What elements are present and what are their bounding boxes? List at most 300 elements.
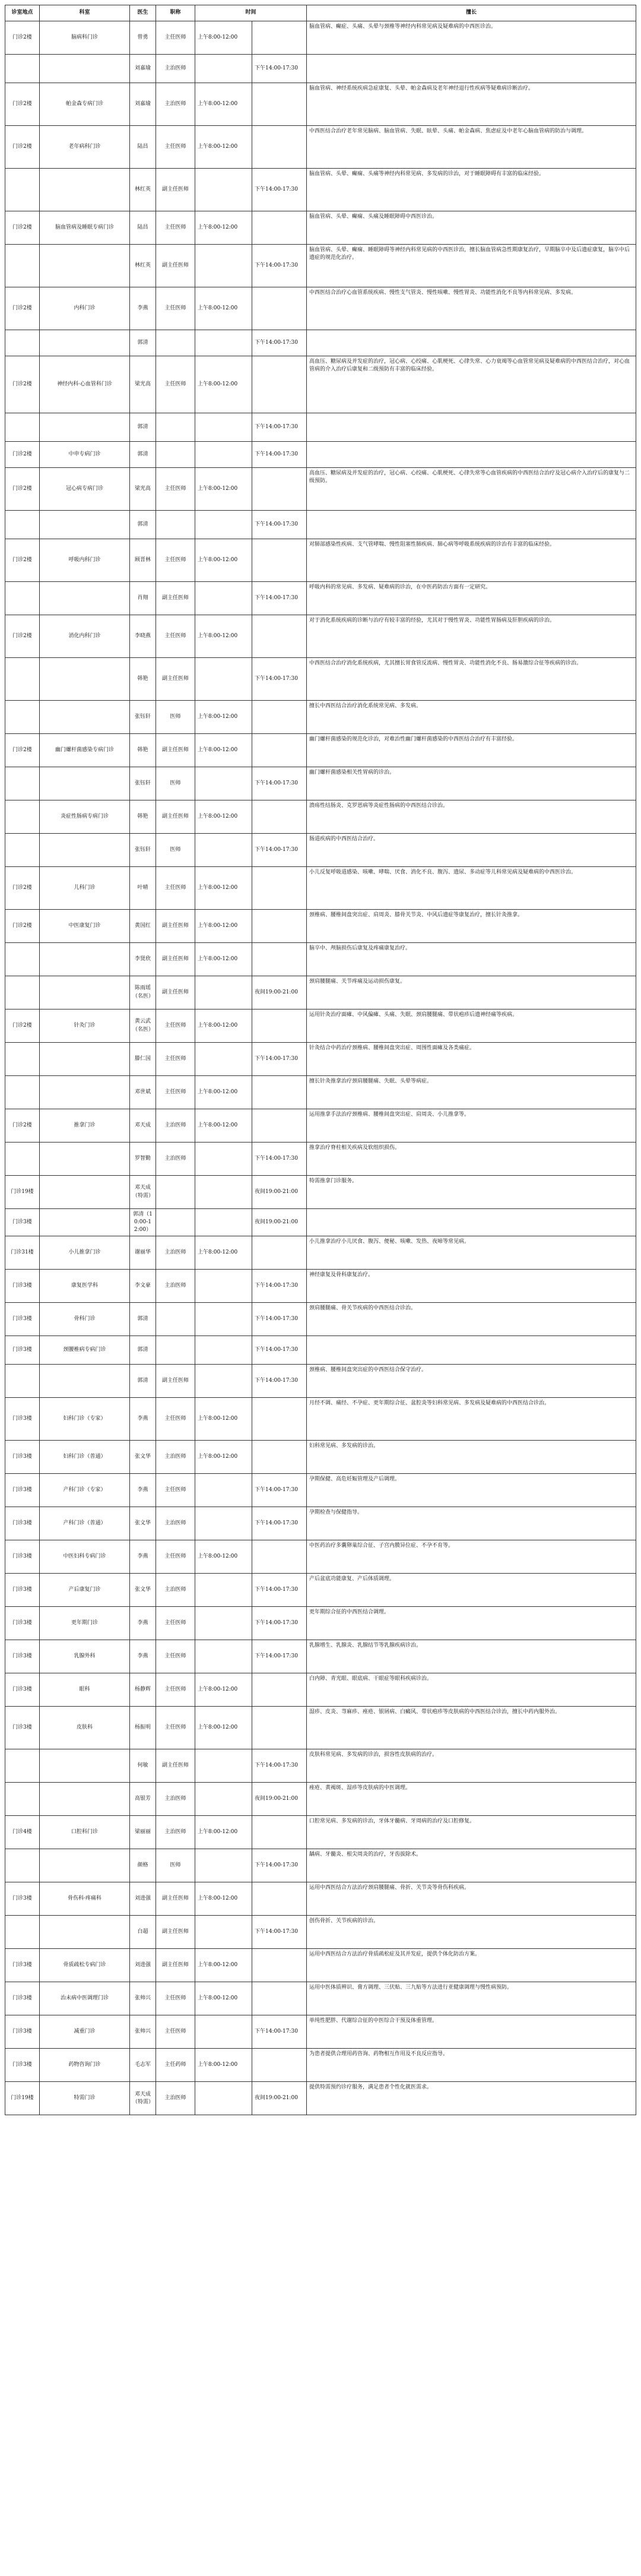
cell-doctor: 李燕 — [130, 287, 156, 330]
cell-morning-time: 上午8:00-12:00 — [195, 83, 252, 126]
cell-title: 医师 — [156, 701, 195, 734]
cell-afternoon-time: 夜间19:00-21:00 — [252, 2082, 307, 2115]
cell-doctor: 郭清（10:00-12:00） — [130, 1209, 156, 1236]
cell-department — [40, 1749, 130, 1783]
cell-specialty: 对肺部感染性疾病、支气管哮喘、慢性阻塞性肺疾病、肺心病等呼吸系统疾病的诊治有丰富的临床经验。 — [307, 539, 636, 582]
table-row — [5, 910, 636, 943]
cell-morning-time: 上午8:00-12:00 — [195, 943, 252, 976]
cell-title: 医师 — [156, 767, 195, 800]
table-row — [5, 701, 636, 734]
cell-morning-time: 上午8:00-12:00 — [195, 1816, 252, 1849]
cell-specialty — [307, 1209, 636, 1236]
cell-morning-time: 上午8:00-12:00 — [195, 1949, 252, 1982]
cell-location — [5, 582, 40, 615]
cell-afternoon-time — [252, 1009, 307, 1043]
cell-morning-time — [195, 1607, 252, 1640]
cell-title: 主任医师 — [156, 468, 195, 511]
cell-specialty: 幽门螺杆菌感染相关性胃病的诊治。 — [307, 767, 636, 800]
cell-morning-time — [195, 658, 252, 701]
cell-doctor: 郭清 — [130, 330, 156, 356]
cell-title: 主任医师 — [156, 1982, 195, 2015]
cell-department — [40, 582, 130, 615]
cell-department — [40, 55, 130, 83]
cell-department: 产科门诊（专家） — [40, 1474, 130, 1507]
cell-morning-time — [195, 1365, 252, 1398]
cell-specialty: 脑血管病、头晕、癫痫、睡眠障碍等神经内科常见病的中西医诊治，擅长脑血管病急性期康复治疗，早期脑卒中及后遗症康复，脑卒中后遗症的规范化治疗。 — [307, 245, 636, 287]
cell-doctor: 张文华 — [130, 1507, 156, 1540]
cell-doctor: 陆昌 — [130, 211, 156, 245]
table-row — [5, 1749, 636, 1783]
cell-location: 门诊3楼 — [5, 2049, 40, 2082]
table-row — [5, 1109, 636, 1143]
cell-location — [5, 1076, 40, 1109]
cell-afternoon-time — [252, 615, 307, 658]
cell-morning-time: 上午8:00-12:00 — [195, 1882, 252, 1916]
header-doctor: 医生 — [130, 5, 156, 21]
cell-morning-time — [195, 1270, 252, 1303]
cell-department: 减重门诊 — [40, 2015, 130, 2049]
cell-specialty: 呼吸内科的常见病、多发病、疑难病的诊治，在中医药防治方面有一定研究。 — [307, 582, 636, 615]
cell-morning-time — [195, 1916, 252, 1949]
cell-specialty: 对于消化系统疾病的诊断与治疗有较丰富的经验，尤其对于慢性胃炎、功能性胃肠病及肝胆疾病的诊治。 — [307, 615, 636, 658]
cell-title: 主任医师 — [156, 1474, 195, 1507]
cell-department: 妇科门诊（普通） — [40, 1441, 130, 1474]
cell-doctor: 高银芳 — [130, 1783, 156, 1816]
cell-doctor: 刘进强 — [130, 1949, 156, 1982]
cell-department: 冠心病专病门诊 — [40, 468, 130, 511]
cell-morning-time — [195, 55, 252, 83]
cell-location: 门诊31楼 — [5, 1236, 40, 1270]
table-row — [5, 658, 636, 701]
table-row — [5, 1816, 636, 1849]
table-row — [5, 834, 636, 867]
cell-title: 主任医师 — [156, 1398, 195, 1441]
cell-specialty: 创伤骨折、关节疾病的诊治。 — [307, 1916, 636, 1949]
cell-doctor: 张帅兴 — [130, 1982, 156, 2015]
cell-location: 门诊3楼 — [5, 1574, 40, 1607]
cell-doctor: 肖翔 — [130, 582, 156, 615]
cell-afternoon-time — [252, 83, 307, 126]
cell-morning-time — [195, 976, 252, 1009]
cell-doctor: 顾晋林 — [130, 539, 156, 582]
cell-doctor: 毛志军 — [130, 2049, 156, 2082]
cell-afternoon-time — [252, 356, 307, 413]
cell-afternoon-time: 夜间19:00-21:00 — [252, 1176, 307, 1209]
cell-title: 副主任医师 — [156, 658, 195, 701]
cell-department — [40, 658, 130, 701]
table-header-row — [5, 5, 636, 21]
cell-afternoon-time — [252, 1076, 307, 1109]
cell-department: 特需门诊 — [40, 2082, 130, 2115]
cell-specialty: 脑血管病、癫症、头痛、头晕与颈椎等神经内科常见病及疑难病的中西医诊治。 — [307, 21, 636, 55]
table-row — [5, 1076, 636, 1109]
cell-morning-time: 上午8:00-12:00 — [195, 468, 252, 511]
cell-title: 副主任医师 — [156, 169, 195, 211]
cell-title: 主任医师 — [156, 615, 195, 658]
cell-specialty: 口腔常见病、多发病的诊治，牙体牙髓病、牙周病的治疗及口腔修复。 — [307, 1816, 636, 1849]
cell-specialty — [307, 1336, 636, 1365]
cell-specialty: 推拿治疗脊柱相关疾病及软组织损伤。 — [307, 1143, 636, 1176]
cell-morning-time: 上午8:00-12:00 — [195, 21, 252, 55]
cell-morning-time — [195, 1474, 252, 1507]
table-row — [5, 943, 636, 976]
cell-doctor: 曾勇 — [130, 21, 156, 55]
cell-morning-time: 上午8:00-12:00 — [195, 1441, 252, 1474]
cell-afternoon-time: 下午14:00-17:30 — [252, 55, 307, 83]
cell-title: 副主任医师 — [156, 582, 195, 615]
table-row — [5, 615, 636, 658]
cell-department — [40, 1143, 130, 1176]
table-row — [5, 83, 636, 126]
cell-doctor: 李晓燕 — [130, 615, 156, 658]
table-row — [5, 245, 636, 287]
cell-specialty: 单纯性肥胖、代谢综合征的中医综合干预及体重管理。 — [307, 2015, 636, 2049]
cell-department: 乳腺外科 — [40, 1640, 130, 1673]
cell-doctor: 叶晴 — [130, 867, 156, 910]
cell-title: 副主任医师 — [156, 1365, 195, 1398]
table-row — [5, 126, 636, 169]
cell-doctor: 张钰轩 — [130, 834, 156, 867]
table-row — [5, 1540, 636, 1574]
cell-morning-time — [195, 767, 252, 800]
table-row — [5, 2049, 636, 2082]
table-row — [5, 413, 636, 442]
cell-location — [5, 330, 40, 356]
cell-title: 主治医师 — [156, 1783, 195, 1816]
cell-morning-time: 上午8:00-12:00 — [195, 1109, 252, 1143]
cell-morning-time: 上午8:00-12:00 — [195, 734, 252, 767]
cell-specialty: 更年期综合征的中西医结合调理。 — [307, 1607, 636, 1640]
cell-department: 眼科 — [40, 1673, 130, 1707]
cell-specialty: 白内障、青光眼、眼底病、干眼症等眼科疾病诊治。 — [307, 1673, 636, 1707]
cell-title: 医师 — [156, 1849, 195, 1882]
cell-location — [5, 1749, 40, 1783]
cell-title: 主任医师 — [156, 539, 195, 582]
cell-morning-time: 上午8:00-12:00 — [195, 701, 252, 734]
cell-title: 主任医师 — [156, 287, 195, 330]
cell-department: 帕金森专病门诊 — [40, 83, 130, 126]
cell-department: 颈腰椎病专病门诊 — [40, 1336, 130, 1365]
cell-department: 脑血管病及睡眠专病门诊 — [40, 211, 130, 245]
table-row — [5, 1916, 636, 1949]
cell-doctor: 邓天成（特需） — [130, 1176, 156, 1209]
cell-department: 神经内科·心血管科门诊 — [40, 356, 130, 413]
cell-location: 门诊3楼 — [5, 1982, 40, 2015]
cell-title: 主治医师 — [156, 83, 195, 126]
cell-location: 门诊3楼 — [5, 1949, 40, 1982]
cell-specialty: 湿疹、皮炎、荨麻疹、痤疮、银屑病、白癜风、带状疱疹等皮肤病的中西医结合诊治，擅长中药内服外治。 — [307, 1707, 636, 1749]
cell-doctor: 韩艳 — [130, 800, 156, 834]
cell-morning-time — [195, 1143, 252, 1176]
cell-title: 副主任医师 — [156, 976, 195, 1009]
cell-title: 副主任医师 — [156, 1949, 195, 1982]
table-row — [5, 330, 636, 356]
cell-doctor: 张文华 — [130, 1574, 156, 1607]
cell-morning-time: 上午8:00-12:00 — [195, 2049, 252, 2082]
cell-afternoon-time — [252, 1982, 307, 2015]
cell-doctor: 张帅兴 — [130, 2015, 156, 2049]
cell-doctor: 陆昌 — [130, 126, 156, 169]
cell-department: 骨质疏松专病门诊 — [40, 1949, 130, 1982]
cell-department: 老年病科门诊 — [40, 126, 130, 169]
cell-doctor: 韩艳 — [130, 658, 156, 701]
cell-location: 门诊4楼 — [5, 1816, 40, 1849]
table-row — [5, 1236, 636, 1270]
cell-location — [5, 658, 40, 701]
cell-afternoon-time — [252, 1236, 307, 1270]
table-row — [5, 2082, 636, 2115]
cell-title: 主治医师 — [156, 55, 195, 83]
cell-morning-time: 上午8:00-12:00 — [195, 1398, 252, 1441]
cell-department: 小儿推拿门诊 — [40, 1236, 130, 1270]
cell-specialty: 乳腺增生、乳腺炎、乳腺结节等乳腺疾病诊治。 — [307, 1640, 636, 1673]
cell-doctor: 邓世斌 — [130, 1076, 156, 1109]
cell-specialty: 擅长针灸推拿治疗颈肩腰腿痛、失眠、头晕等病症。 — [307, 1076, 636, 1109]
cell-morning-time — [195, 1749, 252, 1783]
cell-morning-time: 上午8:00-12:00 — [195, 800, 252, 834]
cell-location: 门诊2楼 — [5, 287, 40, 330]
table-row — [5, 211, 636, 245]
cell-morning-time — [195, 582, 252, 615]
cell-department — [40, 169, 130, 211]
cell-location — [5, 413, 40, 442]
header-specialty: 擅长 — [307, 5, 636, 21]
cell-doctor: 张钰轩 — [130, 701, 156, 734]
cell-department: 皮肤科 — [40, 1707, 130, 1749]
cell-department: 骨科门诊 — [40, 1303, 130, 1336]
cell-department — [40, 1076, 130, 1109]
cell-morning-time: 上午8:00-12:00 — [195, 287, 252, 330]
cell-location — [5, 1365, 40, 1398]
cell-doctor: 黄国红 — [130, 910, 156, 943]
cell-morning-time — [195, 1783, 252, 1816]
cell-doctor: 韩艳 — [130, 734, 156, 767]
cell-location: 门诊2楼 — [5, 442, 40, 468]
cell-specialty — [307, 55, 636, 83]
cell-morning-time: 上午8:00-12:00 — [195, 211, 252, 245]
cell-morning-time — [195, 1574, 252, 1607]
cell-afternoon-time — [252, 1882, 307, 1916]
cell-doctor: 何敏 — [130, 1749, 156, 1783]
cell-location — [5, 1143, 40, 1176]
cell-specialty: 运用中医体质辨识、膏方调理、三伏贴、三九贴等方法进行亚健康调理与慢性病预防。 — [307, 1982, 636, 2015]
cell-title: 主治医师 — [156, 1109, 195, 1143]
cell-doctor: 郭清 — [130, 511, 156, 539]
cell-title: 主治医师 — [156, 1143, 195, 1176]
cell-location — [5, 1849, 40, 1882]
cell-afternoon-time — [252, 800, 307, 834]
cell-title: 主任医师 — [156, 1076, 195, 1109]
table-row — [5, 287, 636, 330]
cell-morning-time — [195, 413, 252, 442]
cell-morning-time: 上午8:00-12:00 — [195, 615, 252, 658]
cell-specialty: 提供特需预约诊疗服务，满足患者个性化就医需求。 — [307, 2082, 636, 2115]
cell-department: 呼吸内科门诊 — [40, 539, 130, 582]
cell-afternoon-time — [252, 287, 307, 330]
cell-doctor: 颜格 — [130, 1849, 156, 1882]
cell-afternoon-time: 下午14:00-17:30 — [252, 1607, 307, 1640]
cell-location — [5, 511, 40, 539]
cell-doctor: 梁光高 — [130, 468, 156, 511]
cell-morning-time — [195, 1507, 252, 1540]
cell-title: 副主任医师 — [156, 943, 195, 976]
table-row — [5, 1336, 636, 1365]
cell-location: 门诊2楼 — [5, 1109, 40, 1143]
cell-morning-time — [195, 169, 252, 211]
cell-department — [40, 413, 130, 442]
cell-afternoon-time — [252, 1398, 307, 1441]
cell-afternoon-time — [252, 867, 307, 910]
cell-morning-time — [195, 511, 252, 539]
cell-afternoon-time: 下午14:00-17:30 — [252, 1043, 307, 1076]
cell-afternoon-time: 下午14:00-17:30 — [252, 330, 307, 356]
cell-department: 康复医学科 — [40, 1270, 130, 1303]
cell-location: 门诊2楼 — [5, 83, 40, 126]
cell-location: 门诊3楼 — [5, 1474, 40, 1507]
cell-department — [40, 511, 130, 539]
cell-department — [40, 1849, 130, 1882]
cell-afternoon-time: 下午14:00-17:30 — [252, 1916, 307, 1949]
cell-title: 主治医师 — [156, 1816, 195, 1849]
cell-specialty: 擅长中西医结合治疗消化系统常见病、多发病。 — [307, 701, 636, 734]
cell-doctor: 陈雨瑶（名医） — [130, 976, 156, 1009]
cell-specialty: 颈椎病、腰椎间盘突出症、肩周炎、膝骨关节炎、中风后遗症等康复治疗，擅长针灸推拿。 — [307, 910, 636, 943]
cell-title: 主任医师 — [156, 126, 195, 169]
cell-department: 中申专病门诊 — [40, 442, 130, 468]
table-row — [5, 1783, 636, 1816]
cell-afternoon-time — [252, 734, 307, 767]
cell-doctor: 刘嘉瑜 — [130, 83, 156, 126]
cell-department: 脑病科门诊 — [40, 21, 130, 55]
cell-afternoon-time: 夜间19:00-21:00 — [252, 1783, 307, 1816]
table-row — [5, 1143, 636, 1176]
header-department: 科室 — [40, 5, 130, 21]
cell-title: 主任医师 — [156, 1673, 195, 1707]
cell-location: 门诊2楼 — [5, 910, 40, 943]
cell-location: 门诊2楼 — [5, 867, 40, 910]
cell-department: 妇科门诊（专家） — [40, 1398, 130, 1441]
cell-afternoon-time: 下午14:00-17:30 — [252, 1749, 307, 1783]
cell-afternoon-time: 下午14:00-17:30 — [252, 767, 307, 800]
header-time: 时间 — [195, 5, 307, 21]
cell-specialty: 运用中西医结合方法治疗颈肩腰腿痛、骨折、关节炎等骨伤科疾病。 — [307, 1882, 636, 1916]
cell-location: 门诊3楼 — [5, 1441, 40, 1474]
cell-afternoon-time — [252, 211, 307, 245]
cell-department — [40, 767, 130, 800]
cell-title: 主任医师 — [156, 1043, 195, 1076]
cell-title — [156, 330, 195, 356]
cell-doctor: 李燕 — [130, 1607, 156, 1640]
cell-title: 副主任医师 — [156, 734, 195, 767]
cell-afternoon-time: 下午14:00-17:30 — [252, 169, 307, 211]
table-row — [5, 1043, 636, 1076]
cell-department: 产科门诊（普通） — [40, 1507, 130, 1540]
cell-department: 更年期门诊 — [40, 1607, 130, 1640]
cell-title: 主任医师 — [156, 1707, 195, 1749]
cell-specialty: 小儿推拿治疗小儿厌食、腹泻、便秘、咳嗽、发热、夜啼等常见病。 — [307, 1236, 636, 1270]
cell-specialty: 痤疮、黄褐斑、湿疹等皮肤病的中医调理。 — [307, 1783, 636, 1816]
cell-afternoon-time: 下午14:00-17:30 — [252, 1849, 307, 1882]
cell-afternoon-time — [252, 1816, 307, 1849]
table-row — [5, 539, 636, 582]
table-row — [5, 1209, 636, 1236]
cell-location: 门诊3楼 — [5, 1882, 40, 1916]
cell-doctor: 谢丽华 — [130, 1236, 156, 1270]
cell-morning-time — [195, 245, 252, 287]
cell-specialty: 运用推拿手法治疗颈椎病、腰椎间盘突出症、肩周炎、小儿推拿等。 — [307, 1109, 636, 1143]
table-row — [5, 976, 636, 1009]
cell-doctor: 梁光高 — [130, 356, 156, 413]
cell-title: 主治医师 — [156, 1574, 195, 1607]
cell-afternoon-time: 夜间19:00-21:00 — [252, 1209, 307, 1236]
table-row — [5, 1365, 636, 1398]
table-row — [5, 1849, 636, 1882]
cell-afternoon-time — [252, 1673, 307, 1707]
cell-specialty: 特需推拿门诊服务。 — [307, 1176, 636, 1209]
cell-morning-time: 上午8:00-12:00 — [195, 1076, 252, 1109]
cell-location: 门诊2楼 — [5, 211, 40, 245]
cell-specialty: 高血压、糖尿病及并发症的治疗，冠心病、心绞痛、心肌梗死、心律失常、心力衰竭等心血管常见病及疑难病的中西医结合治疗，对心血管病的介入治疗后康复和二级预防有丰富的临床经验。 — [307, 356, 636, 413]
table-row — [5, 1949, 636, 1982]
table-row — [5, 1441, 636, 1474]
cell-afternoon-time — [252, 539, 307, 582]
cell-location — [5, 1783, 40, 1816]
cell-afternoon-time: 下午14:00-17:30 — [252, 245, 307, 287]
cell-title: 主任医师 — [156, 356, 195, 413]
cell-location: 门诊3楼 — [5, 1540, 40, 1574]
cell-department — [40, 1916, 130, 1949]
cell-afternoon-time: 下午14:00-17:30 — [252, 511, 307, 539]
cell-specialty: 运用针灸治疗面瘫、中风偏瘫、头痛、失眠、颈肩腰腿痛、带状疱疹后遗神经痛等疾病。 — [307, 1009, 636, 1043]
cell-specialty: 幽门螺杆菌感染的规范化诊治，对难治性幽门螺杆菌感染的中西医结合治疗有丰富经验。 — [307, 734, 636, 767]
cell-doctor: 刘进强 — [130, 1882, 156, 1916]
cell-specialty: 颈肩腰腿痛、关节疼痛及运动损伤康复。 — [307, 976, 636, 1009]
cell-title: 主治医师 — [156, 1441, 195, 1474]
cell-specialty: 颈椎病、腰椎间盘突出症的中西医结合保守治疗。 — [307, 1365, 636, 1398]
table-row — [5, 767, 636, 800]
table-row — [5, 800, 636, 834]
cell-title: 副主任医师 — [156, 245, 195, 287]
cell-doctor: 张文华 — [130, 1441, 156, 1474]
cell-location: 门诊19楼 — [5, 1176, 40, 1209]
cell-morning-time — [195, 2015, 252, 2049]
table-row — [5, 867, 636, 910]
cell-title: 主任医师 — [156, 1540, 195, 1574]
cell-title — [156, 413, 195, 442]
cell-morning-time: 上午8:00-12:00 — [195, 1707, 252, 1749]
cell-specialty: 针灸结合中药治疗颈椎病、腰椎间盘突出症、周围性面瘫及各类痛症。 — [307, 1043, 636, 1076]
cell-department: 口腔科门诊 — [40, 1816, 130, 1849]
cell-location — [5, 976, 40, 1009]
cell-title: 主治医师 — [156, 1236, 195, 1270]
cell-location: 门诊19楼 — [5, 2082, 40, 2115]
table-row — [5, 511, 636, 539]
header-location: 诊室地点 — [5, 5, 40, 21]
cell-doctor: 滕仁国 — [130, 1043, 156, 1076]
cell-doctor: 李贤欣 — [130, 943, 156, 976]
cell-department: 幽门螺杆菌感染专病门诊 — [40, 734, 130, 767]
cell-specialty: 脑卒中、颅脑损伤后康复及疼痛康复治疗。 — [307, 943, 636, 976]
table-row — [5, 468, 636, 511]
cell-doctor: 郭清 — [130, 1303, 156, 1336]
cell-afternoon-time: 下午14:00-17:30 — [252, 1143, 307, 1176]
cell-location: 门诊2楼 — [5, 539, 40, 582]
cell-afternoon-time: 下午14:00-17:30 — [252, 658, 307, 701]
cell-specialty: 高血压、糖尿病及并发症的治疗，冠心病、心绞痛、心肌梗死、心律失常等心血管疾病的中西医结合治疗及冠心病介入治疗后的康复与二级预防。 — [307, 468, 636, 511]
cell-title: 医师 — [156, 834, 195, 867]
cell-department: 推拿门诊 — [40, 1109, 130, 1143]
cell-department — [40, 976, 130, 1009]
